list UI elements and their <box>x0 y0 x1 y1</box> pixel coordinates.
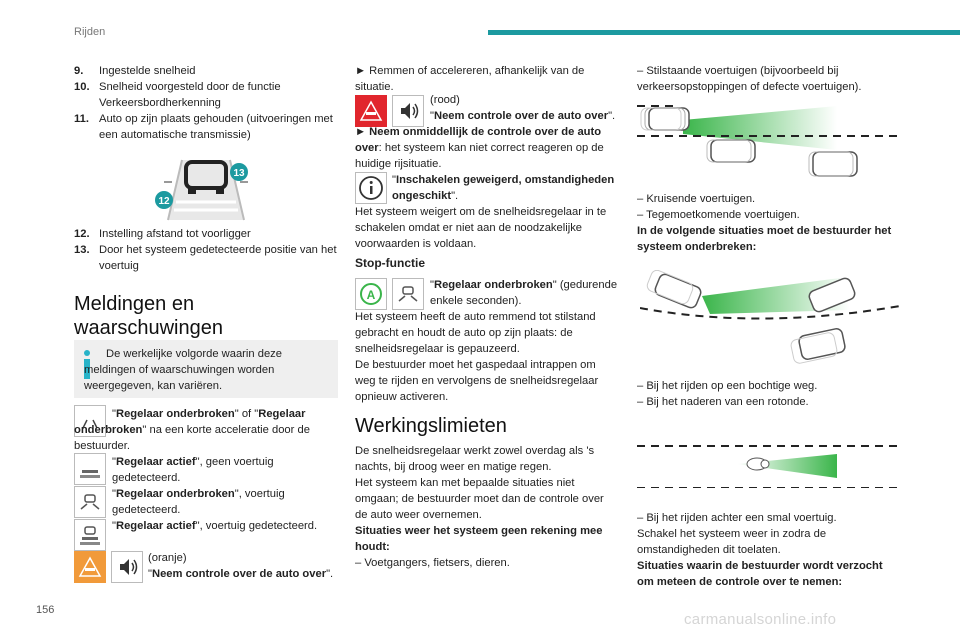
regulator-active-icon <box>74 453 106 485</box>
curved-road-illustration <box>640 270 900 370</box>
list-item: 9. Ingestelde snelheid <box>74 65 196 77</box>
diagram-label-13: 13 <box>233 168 245 179</box>
stop-paragraph-1: Het systeem heeft de auto remmend tot stilstand gebracht en houdt de auto op zijn plaats: de snelheidsregelaar is gepauzeerd. <box>355 311 596 355</box>
list-item: 11. Auto op zijn plaats gehouden (uitvoeringen met een automatische transmissie) <box>74 113 333 141</box>
limits-item: – Voetgangers, fietsers, dieren. <box>355 557 510 569</box>
list-item: – Bij het rijden op een bochtige weg. <box>637 380 818 392</box>
info-circle-icon <box>355 172 387 204</box>
limits-paragraph-1: De snelheidsregelaar werkt zowel overdag als 's nachts, bij droog weer en matige regen. <box>355 445 595 473</box>
regulator-interrupted-vehicle-icon <box>392 278 424 310</box>
msg-active-vehicle: "Regelaar actief", voertuig gedetecteerd. <box>112 520 318 532</box>
intro-text: ► Remmen of accelereren, afhankelijk van de situatie. <box>355 65 585 93</box>
regulator-interrupted-vehicle-icon <box>74 486 106 518</box>
distance-diagram <box>150 154 262 224</box>
limits-heading: Werkingslimieten <box>355 415 507 437</box>
orange-color-label: (oranje) <box>148 552 187 564</box>
list-item: 12. Instelling afstand tot voorligger <box>74 228 251 240</box>
orange-message: "Neem controle over de auto over". <box>148 568 334 580</box>
list-item: 10. Snelheid voorgesteld door de functie Verkeersbordherkenning <box>74 81 281 109</box>
regulator-active-vehicle-icon <box>74 519 106 551</box>
narrow-vehicle-illustration <box>637 438 899 488</box>
diagram-label-12: 12 <box>158 196 170 207</box>
section-title: Rijden <box>74 26 106 38</box>
sound-icon <box>392 95 424 127</box>
section-heading: Meldingen en waarschuwingen <box>74 293 223 339</box>
msg-active-no-vehicle: "Regelaar actief", geen voertuig gedetecteerd. <box>112 456 274 484</box>
red-message: "Neem controle over de auto over". <box>430 110 616 122</box>
activation-refused-text: Het systeem weigert om de snelheidsregelaar in te schakelen omdat er niet aan de noodzakelijke voorwaarden is voldaan. <box>355 206 607 250</box>
reactivate-text: Schakel het systeem weer in zodra de omstandigheden dit toelaten. <box>637 528 827 556</box>
list-item: 13. Door het systeem gedetecteerde positie van het voertuig <box>74 244 337 272</box>
limits-paragraph-2: Het systeem kan met bepaalde situaties niet omgaan; de bestuurder moet dan de controle over de auto weer overnemen. <box>355 477 604 521</box>
auto-hold-icon <box>355 278 387 310</box>
svg-text:A: A <box>366 288 376 302</box>
stop-paragraph-2: De bestuurder moet het gaspedaal intrappen om weg te rijden en vervolgens de snelheidsregelaar opnieuw activeren. <box>355 359 599 403</box>
warning-orange-icon <box>74 551 106 583</box>
action-text: ► Neem onmiddellijk de controle over de auto over: het systeem kan niet correct reageren op de huidige rijsituatie. <box>355 126 604 170</box>
takeover-heading: Situaties waarin de bestuurder wordt verzocht om meteen de controle over te nemen: <box>637 560 883 588</box>
list-item: – Tegemoetkomende voertuigen. <box>637 209 800 221</box>
list-item: – Stilstaande voertuigen (bijvoorbeeld bij verkeersopstoppingen of defecte voertuigen). <box>637 65 862 93</box>
red-color-label: (rood) <box>430 94 460 106</box>
activation-refused-message: "Inschakelen geweigerd, omstandigheden ongeschikt". <box>392 174 615 202</box>
interrupt-heading: In de volgende situaties moet de bestuurder het systeem onderbreken: <box>637 225 892 253</box>
watermark: carmanualsonline.info <box>684 611 837 628</box>
stop-function-heading: Stop-functie <box>355 256 425 270</box>
limits-bold: Situaties weer het systeem geen rekening mee houdt: <box>355 525 603 553</box>
list-item: – Kruisende voertuigen. <box>637 193 756 205</box>
msg-interrupted: "Regelaar onderbroken" of "Regelaar onderbroken" na een korte acceleratie door de bestuurder. <box>74 408 310 452</box>
warning-red-icon <box>355 95 387 127</box>
list-item: – Bij het naderen van een rotonde. <box>637 396 809 408</box>
header-accent-bar <box>488 30 960 35</box>
list-item: – Bij het rijden achter een smal voertuig. <box>637 512 837 524</box>
page-number: 156 <box>36 604 55 616</box>
info-box <box>74 340 338 398</box>
msg-interrupted-vehicle: "Regelaar onderbroken", voertuig gedetecteerd. <box>112 488 285 516</box>
info-text: De werkelijke volgorde waarin deze meldingen of waarschuwingen worden weergegeven, kan variëren. <box>84 348 282 392</box>
stop-message: "Regelaar onderbroken" (gedurende enkele seconden). <box>430 279 618 307</box>
stationary-vehicles-illustration <box>637 100 899 184</box>
sound-icon <box>111 551 143 583</box>
